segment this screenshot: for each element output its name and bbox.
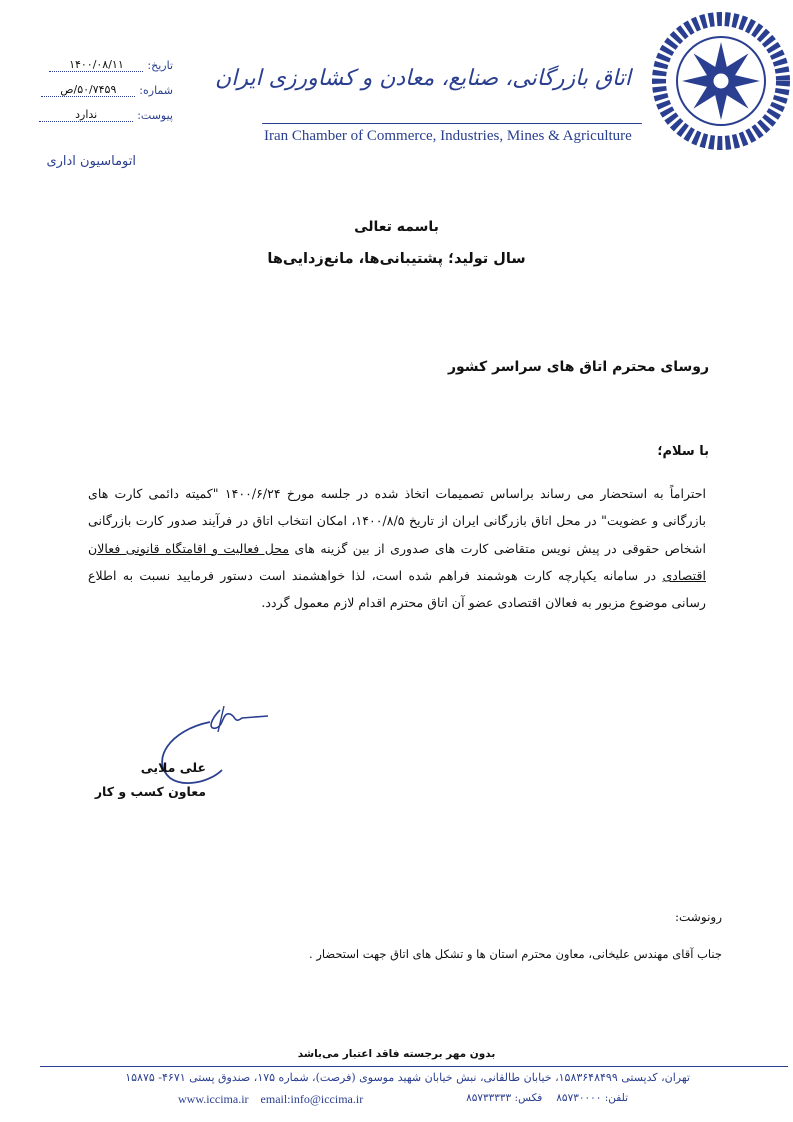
stamp-note: بدون مهر برجسته فاقد اعتبار می‌باشد (297, 1048, 496, 1060)
number-label: شماره: (139, 84, 173, 97)
footer-email[interactable]: email:info@iccima.ir (260, 1092, 364, 1106)
footer-rule (40, 1066, 788, 1067)
signer-title: معاون کسب و کار (94, 784, 206, 799)
cc-label: رونوشت: (674, 910, 722, 924)
body-part-1: احتراماً به استحضار می رساند براساس تصمیمات اتخاذ شده در جلسه مورخ ۱۴۰۰/۶/۲۴ "کمیته دائمی کارت های بازرگانی و عضویت" در محل اتاق بازرگانی ایران از تاریخ ۱۴۰۰/۸/۵، امکان انتخاب اتاق در فرآیند صدور کارت بازرگانی اشخاص حقوقی در پیش نویس متقاضی کارت های صدوری از بین گزینه های (88, 486, 706, 556)
letter-body (88, 480, 706, 616)
year-motto: سال تولید؛ پشتیبانی‌ها، مانع‌زدایی‌ها (267, 251, 526, 267)
footer-phone: تلفن: ۸۵۷۳۰۰۰۰ (556, 1092, 628, 1104)
number-value: ۵۰/۷۴۵۹/ص (41, 83, 135, 97)
date-value: ۱۴۰۰/۰۸/۱۱ (49, 58, 143, 72)
basmala: باسمه تعالی (354, 219, 439, 235)
body-underlined: محل فعالیت و اقامتگاه قانونی فعالان اقتصادی (88, 540, 706, 583)
signer-name: علی ملایی (140, 760, 206, 775)
footer-contact (466, 1092, 628, 1104)
signature-mark (150, 700, 280, 790)
attachment-value: ندارد (39, 108, 133, 122)
date-label: تاریخ: (147, 59, 173, 72)
greeting: با سلام؛ (657, 444, 709, 459)
body-part-2: در سامانه یکپارچه کارت هوشمند فراهم شده است، لذا خواهشمند است دستور فرمایید نسبت به اطلاع رسانی موضوع مزبور به فعالان اقتصادی عضو آن اتاق محترم اقدام لازم معمول گردد. (88, 567, 706, 611)
org-name-fa: اتاق بازرگانی، صنایع، معادن و کشاورزی ایران (215, 66, 631, 91)
meta-date-row (49, 58, 173, 72)
footer-website[interactable]: www.iccima.ir (178, 1092, 249, 1106)
footer-web (178, 1092, 363, 1107)
attachment-label: پیوست: (137, 109, 173, 122)
org-name-en: Iran Chamber of Commerce, Industries, Mines & Agriculture (264, 128, 632, 144)
addressee: روسای محترم اتاق های سراسر کشور (447, 359, 709, 375)
footer-address: تهران، کدپستی ۱۵۸۳۶۴۸۴۹۹، خیابان طالقانی، نبش خیابان شهید موسوی (فرصت)، شماره ۱۷۵، صندوق پستی ۴۶۷۱- ۱۵۸۷۵ (125, 1071, 690, 1084)
cc-text: جناب آقای مهندس علیخانی، معاون محترم استان ها و تشکل های اتاق جهت استحضار . (309, 947, 722, 961)
footer-fax: فکس: ۸۵۷۳۳۳۳۳ (466, 1092, 543, 1104)
header-rule (262, 123, 642, 124)
meta-attachment-row (39, 108, 173, 122)
meta-number-row (41, 83, 173, 97)
office-automation-tag: اتوماسیون اداری (46, 154, 136, 169)
iccima-emblem-icon (652, 12, 790, 150)
